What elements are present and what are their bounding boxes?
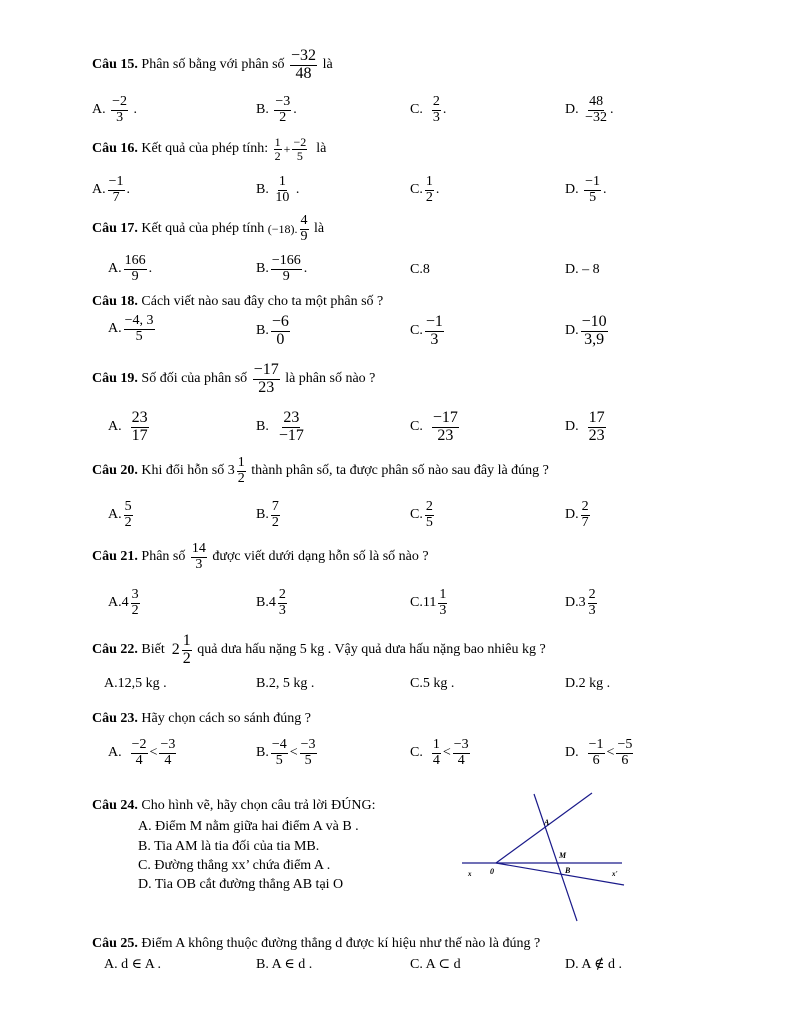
option-a[interactable]: A. 12,5 kg . — [104, 676, 167, 691]
option-b[interactable]: B. $\frac{-166}{9}$ . — [256, 253, 308, 284]
option-a[interactable]: A. $\frac{5}{2}$ — [108, 499, 132, 530]
question-label: Câu 15. — [92, 57, 138, 73]
fraction: $\frac{-10}{3,9}$ — [581, 313, 607, 348]
ray-oa — [496, 793, 592, 863]
question-text: Khi đổi hỗn số — [141, 463, 225, 479]
question-label: Câu 21. — [92, 549, 138, 565]
question-24 — [92, 798, 375, 814]
question-text: Điểm A không thuộc đường thẳng d được kí hiệu như thế nào là đúng ? — [141, 936, 541, 951]
fraction: $\frac{166}{9}$ — [124, 253, 146, 284]
option-b[interactable]: B. 2, 5 kg . — [256, 676, 315, 691]
question-text: Biết — [141, 642, 165, 658]
option-b[interactable]: B. Tia AM là tia đối của tia MB. — [138, 839, 320, 854]
fraction: $\frac{-4, 3}{5}$ — [124, 313, 154, 344]
label-a: A — [544, 818, 550, 827]
fraction: $\frac{17}{23}$ — [588, 409, 605, 444]
option-d[interactable]: D. $\frac{-1}{6}$ < $\frac{-5}{6}$ — [565, 737, 633, 768]
fraction: $\frac{-2}{3}$ — [112, 94, 128, 125]
option-d[interactable]: D. Tia OB cắt đường thẳng AB tại O — [138, 877, 344, 892]
option-a[interactable]: A. Điểm M nằm giữa hai điểm A và B . — [138, 819, 359, 834]
ray-ob — [496, 863, 624, 885]
question-label: Câu 24. — [92, 798, 138, 813]
option-d[interactable]: D. A ∉ d . — [565, 957, 623, 972]
question-text: Số đối của phân số — [141, 371, 248, 387]
question-text: Kết quả của phép tính — [141, 221, 265, 237]
option-b[interactable]: B. $\frac{7}{2}$ — [256, 499, 279, 530]
fraction: $\frac{1}{2}$ — [274, 135, 281, 163]
question-tail: là — [322, 57, 333, 73]
option-d[interactable]: D. – 8 — [565, 262, 600, 277]
option-b[interactable]: B. $\frac{23}{-17}$ — [256, 409, 304, 444]
label-o: 0 — [490, 867, 494, 876]
option-d[interactable]: D. $\frac{-10}{3,9}$ — [565, 313, 607, 348]
fraction: $\frac{-3}{5}$ — [300, 737, 316, 768]
option-a[interactable]: A. $\frac{-2}{4}$ < $\frac{-3}{4}$ — [108, 737, 176, 768]
mixed-number: 3 $\frac{1}{2}$ — [227, 455, 245, 486]
fraction: $\frac{-1}{3}$ — [425, 313, 443, 348]
fraction: $\frac{2}{3}$ — [278, 587, 286, 618]
question-17: Câu 17. Kết quả của phép tính (−18). $\frac{4}{9}$ là — [92, 213, 325, 244]
question-label: Câu 25. — [92, 936, 138, 951]
label-b: B — [565, 866, 571, 875]
fraction: $\frac{-2}{5}$ — [293, 135, 307, 163]
mixed-number: 2 $\frac{1}{2}$ — [171, 632, 191, 667]
option-b[interactable]: B. $\frac{-6}{0}$ — [256, 313, 289, 348]
option-a[interactable]: A. $\frac{-4, 3}{5}$ — [108, 313, 154, 344]
fraction: $\frac{1}{4}$ — [432, 737, 440, 768]
option-b[interactable]: B. 4 $\frac{2}{3}$ — [256, 587, 286, 618]
option-d[interactable]: D. $\frac{2}{7}$ — [565, 499, 589, 530]
fraction: $\frac{-3}{2}$ — [275, 94, 291, 125]
question-text: Phân số — [141, 549, 186, 565]
geometry-figure — [462, 788, 632, 928]
option-c[interactable]: C. Đường thẳng xx’ chứa điểm A . — [138, 858, 331, 873]
fraction: $\frac{2}{3}$ — [432, 94, 440, 125]
option-c[interactable]: C. $\frac{1}{2}$ . — [410, 174, 440, 205]
option-c[interactable]: C. $\frac{-17}{23}$ — [410, 409, 458, 444]
option-c[interactable]: C. $\frac{2}{5}$ — [410, 499, 433, 530]
fraction: $\frac{48}{-32}$ — [585, 94, 608, 125]
fraction: $\frac{7}{2}$ — [271, 499, 279, 530]
question-22: Câu 22. Biết 2 $\frac{1}{2}$ quả dưa hấu nặng 5 kg . Vậy quả dưa hấu nặng bao nhiêu kg ? — [92, 632, 546, 667]
fraction: $\frac{-3}{4}$ — [453, 737, 469, 768]
fraction: $\frac{23}{17}$ — [131, 409, 148, 444]
question-text: Phân số bằng với phân số — [141, 57, 285, 73]
fraction: $\frac{-17}{23}$ — [432, 409, 458, 444]
option-c[interactable]: C. $\frac{2}{3}$ . — [410, 94, 447, 125]
fraction: $\frac{2}{3}$ — [588, 587, 596, 618]
fraction: $\frac{-166}{9}$ — [271, 253, 301, 284]
fraction: $\frac{3}{2}$ — [131, 587, 139, 618]
question-19: Câu 19. Số đối của phân số $\frac{-17}{23}$ là phân số nào ? — [92, 361, 376, 396]
fraction: $\frac{-4}{5}$ — [271, 737, 287, 768]
question-23 — [92, 711, 311, 727]
fraction: $\frac{4}{9}$ — [300, 213, 308, 244]
option-d[interactable]: D. 2 kg . — [565, 676, 611, 691]
option-a[interactable]: A. d ∈ A . — [104, 957, 162, 972]
fraction: $\frac{23}{-17}$ — [278, 409, 304, 444]
option-d[interactable]: D. 3 $\frac{2}{3}$ — [565, 587, 596, 618]
option-b[interactable]: B. $\frac{-4}{5}$ < $\frac{-3}{5}$ — [256, 737, 316, 768]
option-d[interactable]: D. $\frac{17}{23}$ — [565, 409, 605, 444]
question-21: Câu 21. Phân số $\frac{14}{3}$ được viết dưới dạng hỗn số là số nào ? — [92, 541, 429, 572]
option-b[interactable]: B. $\frac{-3}{2}$ . — [256, 94, 297, 125]
fraction: $\frac{-3}{4}$ — [160, 737, 176, 768]
fraction: $\frac{5}{2}$ — [124, 499, 132, 530]
fraction: $\frac{-1}{5}$ — [585, 174, 601, 205]
label-m: M — [559, 851, 567, 860]
option-c[interactable]: C. $\frac{1}{4}$ < $\frac{-3}{4}$ — [410, 737, 469, 768]
fraction: $\frac{14}{3}$ — [191, 541, 206, 572]
option-a[interactable]: A. $\frac{166}{9}$ . — [108, 253, 153, 284]
question-25 — [92, 936, 540, 952]
option-c[interactable]: C. A ⊂ d — [410, 957, 461, 972]
question-label: Câu 22. — [92, 642, 138, 658]
fraction: $\frac{-1}{7}$ — [108, 174, 124, 205]
question-text: Cách viết nào sau đây cho ta một phân số ? — [141, 294, 384, 309]
question-18 — [92, 294, 383, 310]
label-x: x — [468, 870, 472, 878]
question-text: Cho hình vẽ, hãy chọn câu trả lời ĐÚNG: — [141, 798, 376, 813]
option-c[interactable]: C.8 — [410, 262, 430, 277]
fraction: $\frac{-17}{23}$ — [253, 361, 279, 396]
fraction: $\frac{-6}{0}$ — [271, 313, 289, 348]
option-c[interactable]: C. $\frac{-1}{3}$ — [410, 313, 443, 348]
question-label: Câu 16. — [92, 141, 138, 157]
question-15 — [92, 48, 333, 83]
option-a[interactable]: A. $\frac{-1}{7}$ . — [92, 174, 131, 205]
option-d[interactable]: D. $\frac{48}{-32}$ . — [565, 94, 614, 125]
question-label: Câu 17. — [92, 221, 138, 237]
fraction: $\frac{1}{10}$ — [275, 174, 290, 205]
fraction: $\frac{2}{7}$ — [581, 499, 589, 530]
question-label: Câu 23. — [92, 711, 138, 726]
option-d[interactable]: D. $\frac{-1}{5}$ . — [565, 174, 607, 205]
fraction: $\frac{-5}{6}$ — [617, 737, 633, 768]
option-c[interactable]: C. 11 $\frac{1}{3}$ — [410, 587, 447, 618]
label-x-prime: x' — [612, 870, 618, 878]
option-a[interactable]: A. $\frac{-2}{3}$ . — [92, 94, 138, 125]
option-c[interactable]: C. 5 kg . — [410, 676, 455, 691]
fraction: $\frac{-32}{48}$ — [291, 47, 317, 82]
question-text: Kết quả của phép tính: — [141, 141, 269, 157]
fraction: $\frac{1}{3}$ — [439, 587, 447, 618]
line-ab — [534, 794, 577, 921]
fraction: $\frac{1}{2}$ — [237, 455, 245, 486]
option-b[interactable]: B. $\frac{1}{10}$ . — [256, 174, 300, 205]
question-label: Câu 20. — [92, 463, 138, 479]
fraction: $\frac{1}{2}$ — [182, 632, 191, 667]
fraction: $\frac{1}{2}$ — [425, 174, 433, 205]
question-20: Câu 20. Khi đổi hỗn số 3 $\frac{1}{2}$ thành phân số, ta được phân số nào sau đây là đúng ? — [92, 455, 549, 486]
option-a[interactable]: A. $\frac{23}{17}$ — [108, 409, 148, 444]
question-label: Câu 18. — [92, 294, 138, 309]
fraction: $\frac{-2}{4}$ — [131, 737, 147, 768]
option-a[interactable]: A. 4 $\frac{3}{2}$ — [108, 587, 139, 618]
option-b[interactable]: B. A ∈ d . — [256, 957, 313, 972]
fraction: $\frac{2}{5}$ — [425, 499, 433, 530]
question-text: Hãy chọn cách so sánh đúng ? — [141, 711, 311, 726]
fraction: $\frac{-1}{6}$ — [588, 737, 604, 768]
question-label: Câu 19. — [92, 371, 138, 387]
question-16: Câu 16. Kết quả của phép tính: $\frac{1}{2}$ + $\frac{-2}{5}$ là — [92, 135, 327, 163]
